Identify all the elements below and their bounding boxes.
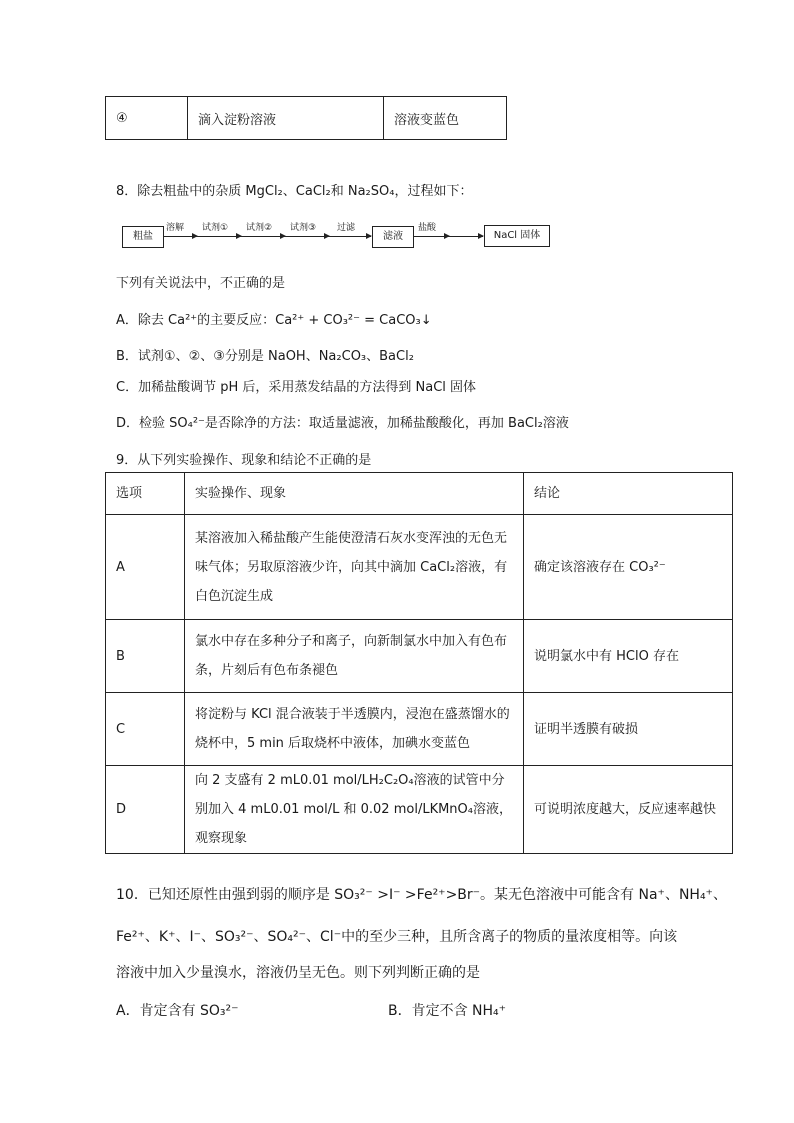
- q10-line-1: 10．已知还原性由强到弱的顺序是 SO₃²⁻ >I⁻ >Fe²⁺>Br⁻。某无色溶液中可能含有 Na⁺、NH₄⁺、: [116, 887, 727, 903]
- q8-option-b: B．试剂①、②、③分别是 NaOH、Na₂CO₃、BaCl₂: [116, 349, 414, 364]
- q10-option-b: B．肯定不含 NH₄⁺: [388, 1003, 507, 1019]
- table-row: [106, 97, 507, 140]
- table-cell: 向 2 支盛有 2 mL0.01 mol/LH₂C₂O₄溶液的试管中分别加入 4 mL0.01 mol/L 和 0.02 mol/LKMnO₄溶液，观察现象: [185, 766, 524, 854]
- table-cell: 将淀粉与 KCl 混合液装于半透膜内，浸泡在盛蒸馏水的烧杯中，5 min 后取烧杯中液体，加碘水变蓝色: [185, 693, 524, 766]
- table-header-cell: 选项: [106, 473, 185, 515]
- flow-label: 试剂①: [202, 223, 229, 233]
- q8-prompt: 下列有关说法中，不正确的是: [116, 276, 286, 291]
- table-header-row: [106, 473, 733, 515]
- q9-stem: 9．从下列实验操作、现象和结论不正确的是: [116, 453, 372, 468]
- table-cell: B: [106, 620, 185, 693]
- table-cell: 氯水中存在多种分子和离子，向新制氯水中加入有色布条，片刻后有色布条褪色: [185, 620, 524, 693]
- flow-arrow: [285, 236, 329, 237]
- flow-arrow: [449, 236, 483, 237]
- flow-label: 试剂②: [246, 223, 273, 233]
- table-cell: 说明氯水中有 HClO 存在: [524, 620, 733, 693]
- q10-line-2: Fe²⁺、K⁺、I⁻、SO₃²⁻、SO₄²⁻、Cl⁻中的至少三种，且所含离子的物质的量浓度相等。向该: [116, 929, 678, 945]
- table-cell: C: [106, 693, 185, 766]
- q10-option-a: A．肯定含有 SO₃²⁻: [116, 1003, 239, 1019]
- table-cell: A: [106, 515, 185, 620]
- q8-option-d: D．检验 SO₄²⁻是否除净的方法：取适量滤液，加稀盐酸酸化，再加 BaCl₂溶液: [116, 416, 569, 431]
- flow-box-nacl-solid: NaCl 固体: [484, 225, 550, 247]
- table-cell: 可说明浓度越大，反应速率越快: [524, 766, 733, 854]
- top-table: [105, 96, 507, 140]
- flow-label: 溶解: [166, 223, 185, 233]
- flow-label: 盐酸: [418, 223, 437, 233]
- flow-arrow: [163, 236, 197, 237]
- table-cell: D: [106, 766, 185, 854]
- table-row: [106, 766, 733, 854]
- flow-box-filtrate: 滤液: [372, 226, 414, 248]
- table-cell: 证明半透膜有破损: [524, 693, 733, 766]
- flow-arrow: [329, 236, 371, 237]
- q8-option-a: A．除去 Ca²⁺的主要反应：Ca²⁺ + CO₃²⁻ = CaCO₃↓: [116, 313, 432, 328]
- table-cell: 溶液变蓝色: [384, 97, 507, 140]
- flow-label: 试剂③: [290, 223, 317, 233]
- table-header-cell: 实验操作、现象: [185, 473, 524, 515]
- q9-table: [105, 472, 733, 854]
- table-cell: ④: [106, 97, 188, 140]
- q10-line-3: 溶液中加入少量溴水，溶液仍呈无色。则下列判断正确的是: [116, 965, 480, 981]
- flow-arrow: [197, 236, 241, 237]
- table-row: [106, 620, 733, 693]
- flow-box-crude-salt: 粗盐: [122, 226, 164, 248]
- flow-arrow: [241, 236, 285, 237]
- table-header-cell: 结论: [524, 473, 733, 515]
- table-cell: 滴入淀粉溶液: [188, 97, 384, 140]
- flow-label: 过滤: [337, 223, 356, 233]
- table-cell: 某溶液加入稀盐酸产生能使澄清石灰水变浑浊的无色无味气体；另取原溶液少许，向其中滴加 CaCl₂溶液，有白色沉淀生成: [185, 515, 524, 620]
- table-row: [106, 693, 733, 766]
- table-row: [106, 515, 733, 620]
- q8-option-c: C．加稀盐酸调节 pH 后，采用蒸发结晶的方法得到 NaCl 固体: [116, 380, 477, 395]
- q8-stem: 8．除去粗盐中的杂质 MgCl₂、CaCl₂和 Na₂SO₄，过程如下：: [116, 184, 473, 199]
- table-cell: 确定该溶液存在 CO₃²⁻: [524, 515, 733, 620]
- flow-arrow: [413, 236, 449, 237]
